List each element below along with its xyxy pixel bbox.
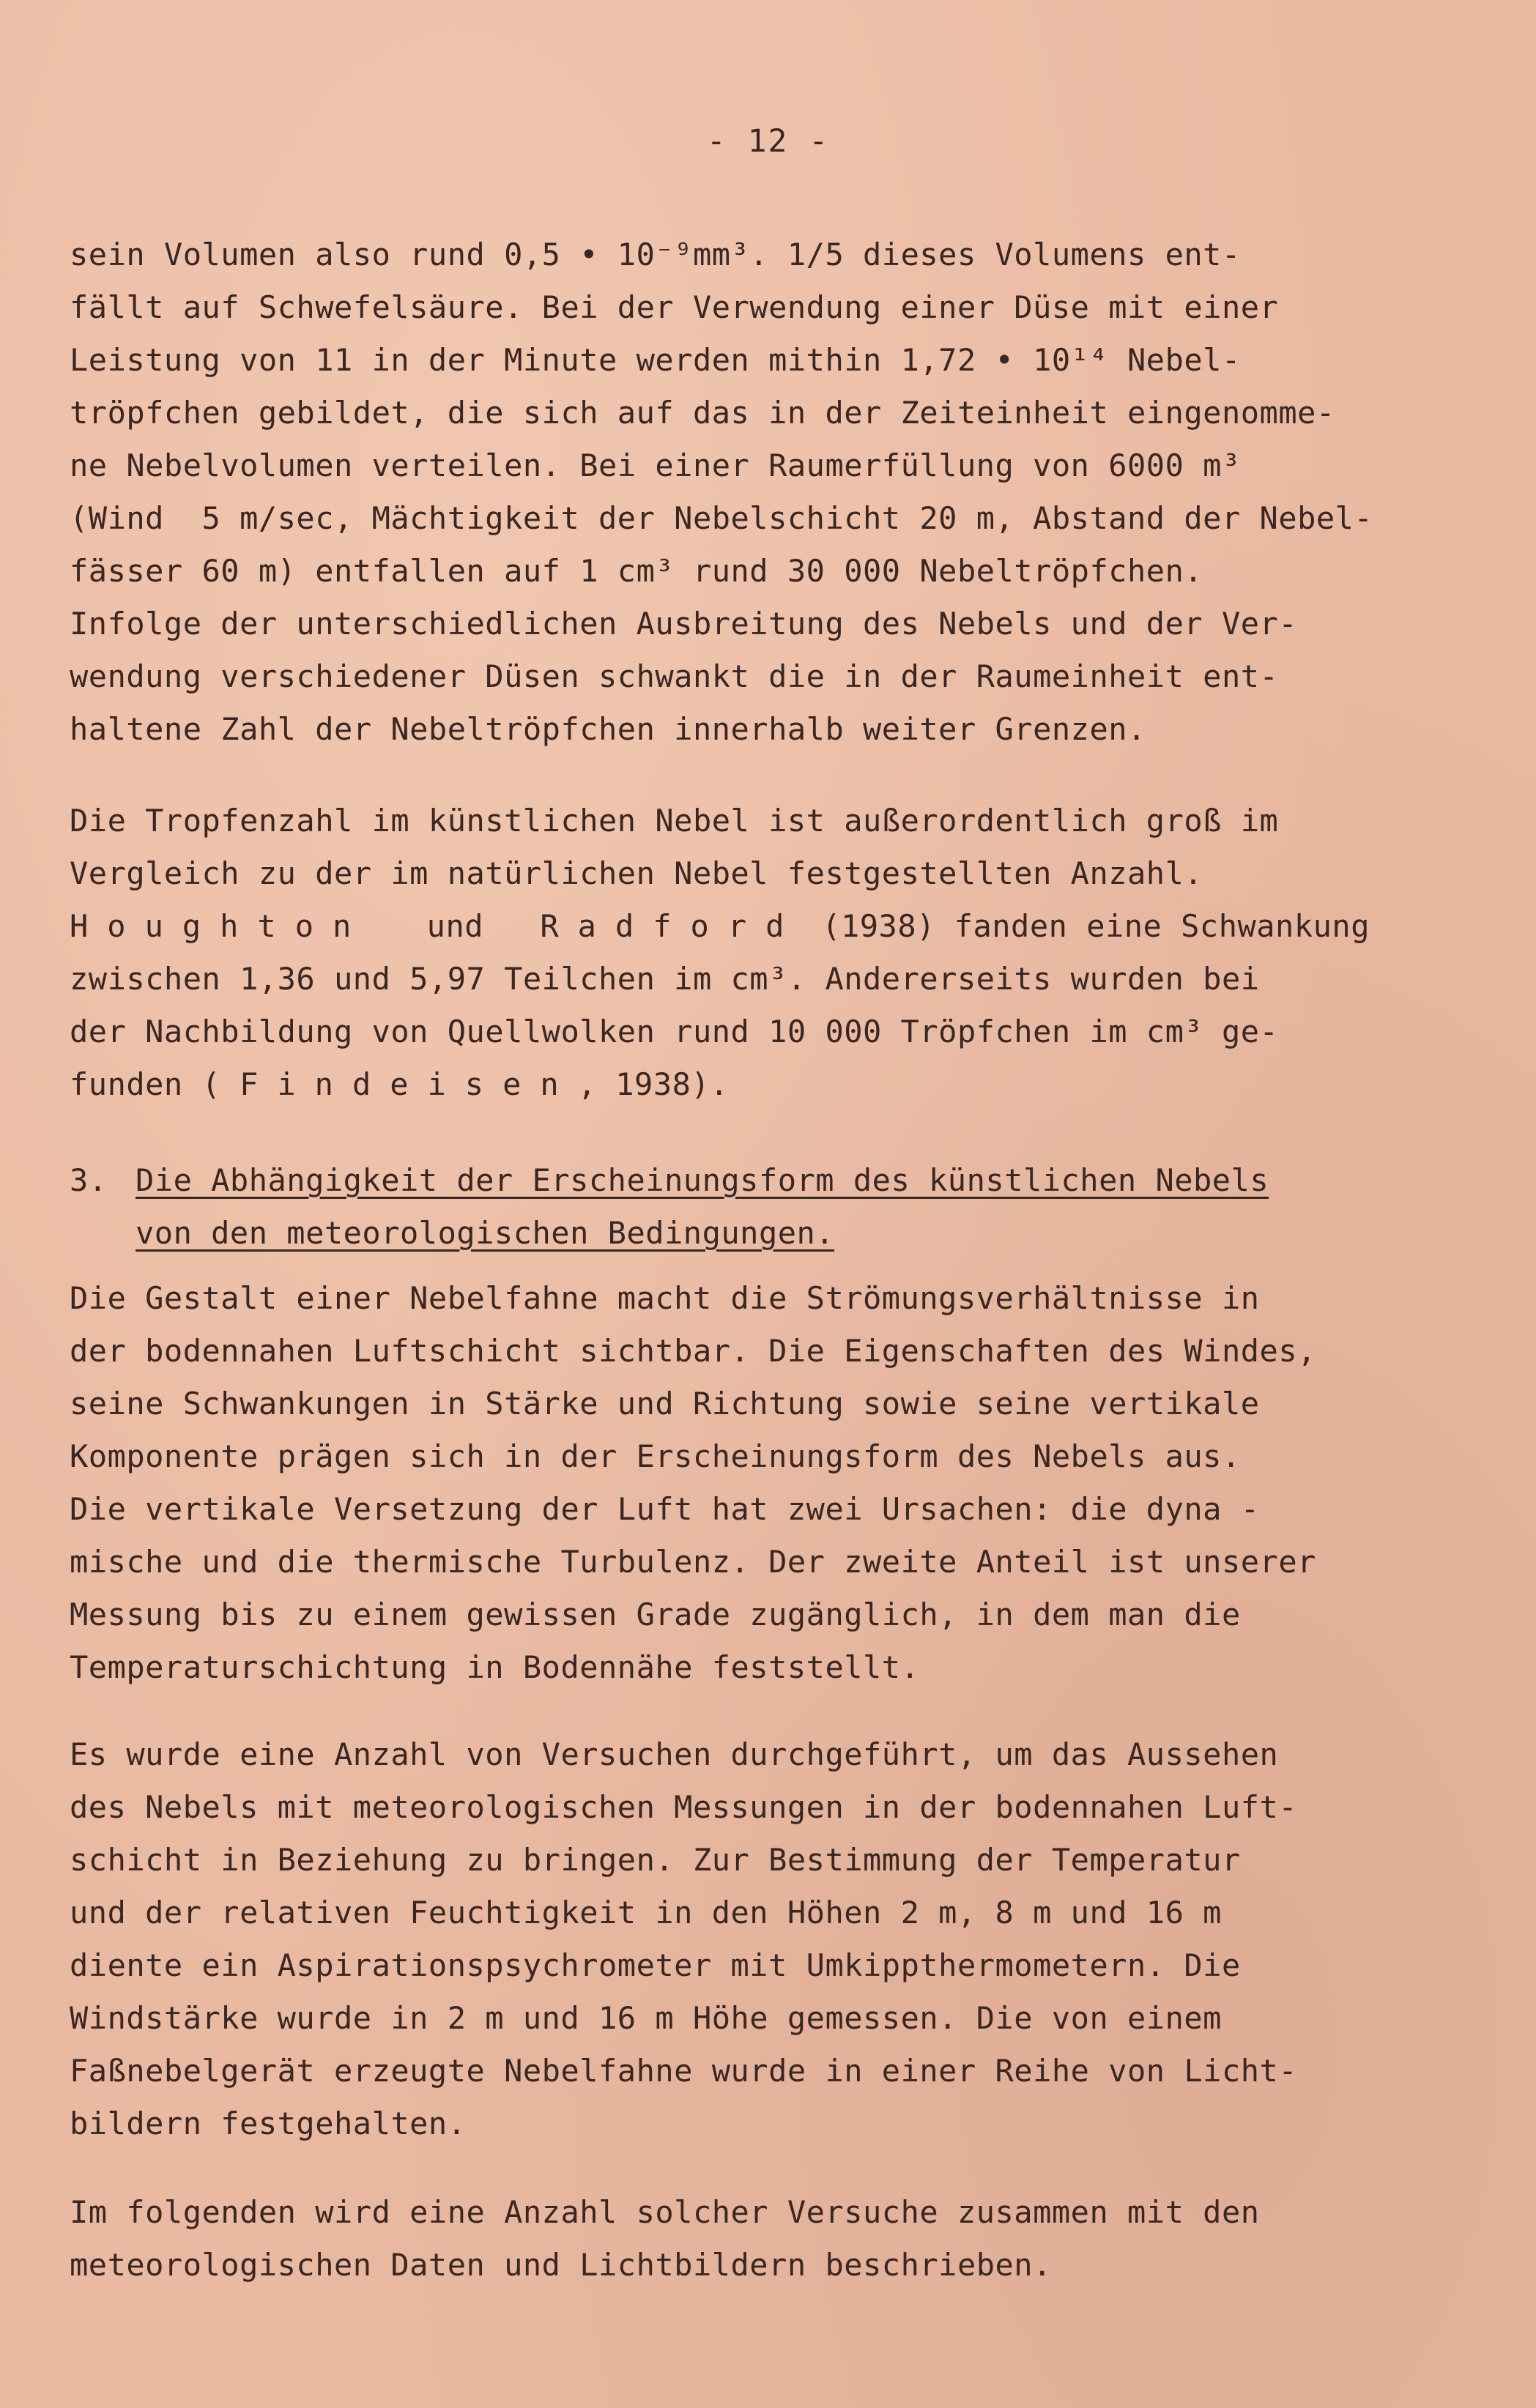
text-line-authors — [70, 900, 1505, 953]
paragraph-versuche — [70, 1728, 1505, 2150]
text-line: Komponente prägen sich in der Erscheinungsform des Nebels aus. — [70, 1438, 1241, 1474]
text-line: Die vertikale Versetzung der Luft hat zwei Ursachen: die dyna - — [70, 1491, 1260, 1527]
text-line: Temperaturschichtung in Bodennähe feststellt. — [70, 1649, 920, 1685]
section-title-line: Die Abhängigkeit der Erscheinungsform des künstlichen Nebels — [136, 1162, 1269, 1198]
text-line-citation — [70, 1058, 1505, 1111]
text-line: seine Schwankungen in Stärke und Richtung sowie seine vertikale — [70, 1386, 1260, 1422]
text-line: Messung bis zu einem gewissen Grade zugänglich, in dem man die — [70, 1597, 1241, 1632]
text-line: bildern festgehalten. — [70, 2106, 467, 2141]
text-line: Vergleich zu der im natürlichen Nebel festgestellten Anzahl. — [70, 855, 1203, 891]
author-name: Findeisen — [240, 1066, 578, 1102]
text-line: fässer 60 m) entfallen auf 1 cm³ rund 30 000 Nebeltröpfchen. — [70, 553, 1203, 589]
text-fragment: , 1938). — [577, 1066, 729, 1102]
text-line: tröpfchen gebildet, die sich auf das in der Zeiteinheit eingenomme- — [70, 395, 1335, 431]
text-line: ne Nebelvolumen verteilen. Bei einer Raumerfüllung von 6000 m³ — [70, 447, 1241, 483]
text-fragment: funden ( — [70, 1066, 221, 1102]
text-line: Leistung von 11 in der Minute werden mithin 1,72 • 10¹⁴ Nebel- — [70, 342, 1241, 378]
section-number: 3. — [70, 1162, 108, 1198]
text-line: und der relativen Feuchtigkeit in den Höhen 2 m, 8 m und 16 m — [70, 1895, 1222, 1931]
paragraph-tropfenzahl — [70, 795, 1505, 1111]
text-line: des Nebels mit meteorologischen Messungen in der bodennahen Luft- — [70, 1789, 1298, 1825]
text-fragment: und — [426, 908, 484, 944]
text-line: Im folgenden wird eine Anzahl solcher Versuche zusammen mit den — [70, 2194, 1260, 2230]
paragraph-folgenden — [70, 2186, 1505, 2292]
text-line: Die Gestalt einer Nebelfahne macht die Strömungsverhältnisse in — [70, 1280, 1260, 1316]
text-line: fällt auf Schwefelsäure. Bei der Verwendung einer Düse mit einer — [70, 289, 1279, 325]
text-line: sein Volumen also rund 0,5 • 10⁻⁹mm³. 1/5 dieses Volumens ent- — [70, 237, 1241, 272]
paragraph-nebeltroepfchen — [70, 228, 1505, 756]
text-line: Infolge der unterschiedlichen Ausbreitung des Nebels und der Ver- — [70, 606, 1298, 642]
text-line: wendung verschiedener Düsen schwankt die in der Raumeinheit ent- — [70, 658, 1279, 694]
text-line: diente ein Aspirationspsychrometer mit Umkippthermometern. Die — [70, 1947, 1241, 1983]
text-line: Windstärke wurde in 2 m und 16 m Höhe gemessen. Die von einem — [70, 2000, 1222, 2036]
text-line: zwischen 1,36 und 5,97 Teilchen im cm³. Andererseits wurden bei — [70, 961, 1260, 997]
section-title — [136, 1154, 1527, 1260]
text-line: haltene Zahl der Nebeltröpfchen innerhalb weiter Grenzen. — [70, 711, 1146, 747]
author-name: Houghton — [70, 908, 371, 944]
text-line: Die Tropfenzahl im künstlichen Nebel ist außerordentlich groß im — [70, 803, 1279, 839]
text-line: schicht in Beziehung zu bringen. Zur Bestimmung der Temperatur — [70, 1842, 1241, 1878]
page-number: - 12 - — [706, 123, 830, 160]
text-line: meteorologischen Daten und Lichtbildern beschrieben. — [70, 2247, 1052, 2283]
text-line: Es wurde eine Anzahl von Versuchen durchgeführt, um das Aussehen — [70, 1736, 1279, 1772]
author-name: Radford — [540, 908, 804, 944]
paragraph-nebelfahne — [70, 1272, 1505, 1694]
text-line: mische und die thermische Turbulenz. Der zweite Anteil ist unserer — [70, 1544, 1316, 1580]
text-line: der Nachbildung von Quellwolken rund 10 000 Tröpfchen im cm³ ge- — [70, 1014, 1279, 1049]
text-fragment: (1938) fanden eine Schwankung — [822, 908, 1370, 944]
section-title-line: von den meteorologischen Bedingungen. — [136, 1215, 835, 1251]
text-line: Faßnebelgerät erzeugte Nebelfahne wurde in einer Reihe von Licht- — [70, 2053, 1298, 2089]
text-line: der bodennahen Luftschicht sichtbar. Die Eigenschaften des Windes, — [70, 1333, 1316, 1369]
text-line: (Wind 5 m/sec, Mächtigkeit der Nebelschicht 20 m, Abstand der Nebel- — [70, 500, 1373, 536]
